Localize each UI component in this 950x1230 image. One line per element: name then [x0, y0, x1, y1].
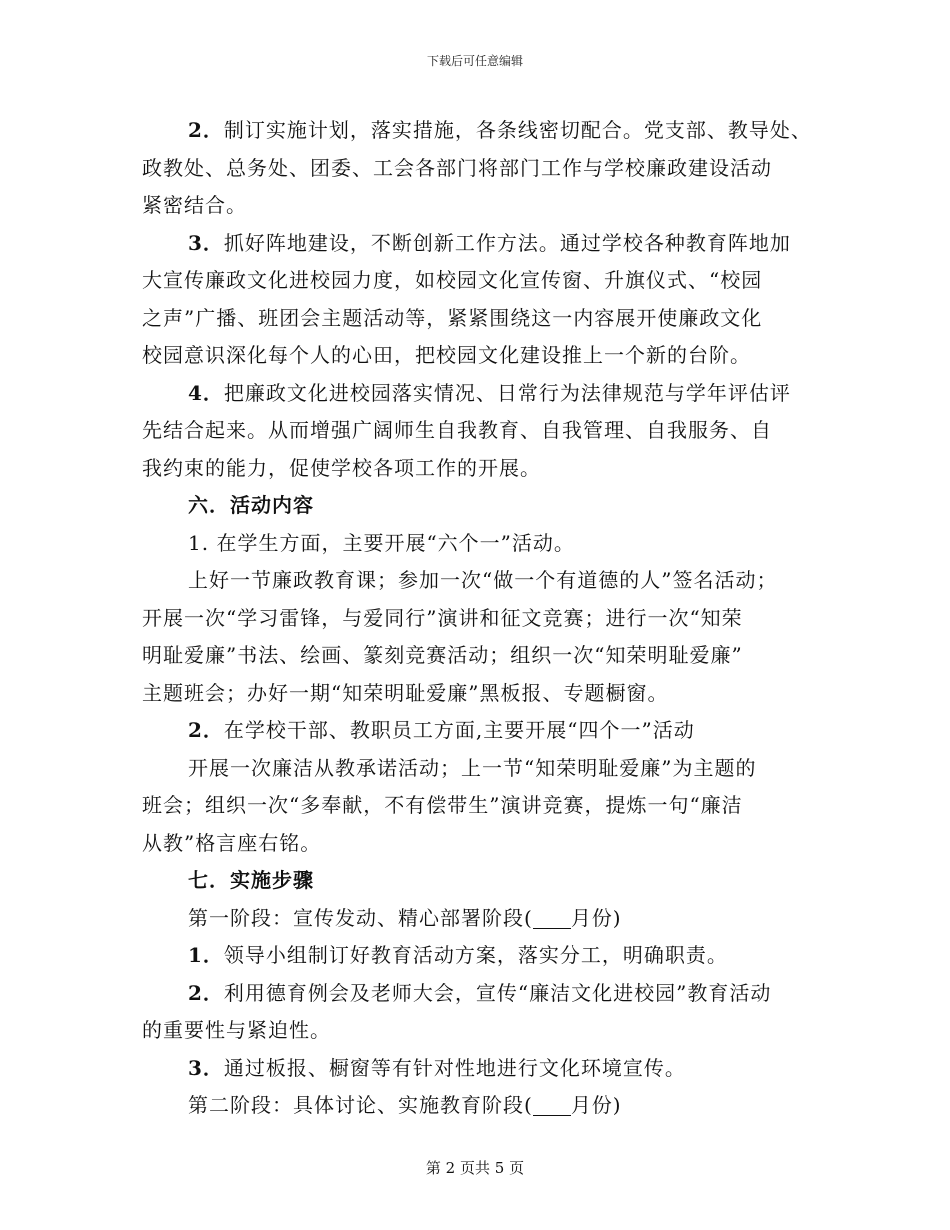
text-line: 开展一次“学习雷锋，与爱同行”演讲和征文竞赛；进行一次“知荣	[142, 605, 743, 630]
paragraph-2	[142, 112, 832, 225]
section-heading-6: 六．活动内容	[188, 493, 314, 517]
document-body	[142, 112, 832, 1125]
paragraph-staff-activities	[142, 750, 832, 863]
text-span: 在学校干部、教职员工方面,主要开展“四个一”活动	[223, 718, 695, 742]
stage-2-heading	[142, 1087, 832, 1125]
text-line: 校园意识深化每个人的心田，把校园文化建设推上一个新的台阶。	[142, 343, 751, 367]
text-line	[142, 975, 832, 1013]
text-span: 利用德育例会及老师大会，宣传“廉洁文化进校园”教育活动	[223, 980, 772, 1005]
text-line: 开展一次廉洁从教承诺活动；上一节“知荣明耻爱廉”为主题的	[188, 755, 757, 780]
item-number: 2．	[188, 980, 224, 1005]
subsection-staff	[142, 712, 832, 750]
section-heading-7: 七．实施步骤	[188, 868, 314, 892]
page-header: 下载后可任意编辑	[426, 54, 523, 68]
item-number: 2．	[188, 118, 224, 142]
text-span: 第二阶段：具体讨论、实施教育阶段(	[188, 1093, 533, 1117]
text-line	[142, 375, 832, 413]
text-span: 第一阶段：宣传发动、精心部署阶段(	[188, 905, 533, 930]
text-line: 我约束的能力，促使学校各项工作的开展。	[142, 455, 541, 480]
blank-underline	[533, 1114, 571, 1116]
text-line: 班会；组织一次“多奉献，不有偿带生”演讲竞赛，提炼一句“廉洁	[142, 793, 743, 817]
text-line: 大宣传廉政文化进校园力度，如校园文化宣传窗、升旗仪式、“校园	[142, 268, 763, 292]
step-3	[142, 1050, 832, 1088]
text-span: 制订实施计划，落实措施，各条线密切配合。党支部、教导处、	[223, 118, 812, 142]
text-line: 之声”广播、班团会主题活动等，紧紧围绕这一内容展开使廉政文化	[142, 305, 763, 330]
paragraph-3	[142, 225, 832, 375]
blank-underline	[533, 927, 571, 929]
item-number: 1．	[188, 943, 224, 967]
text-span: 抓好阵地建设，不断创新工作方法。通过学校各种教育阵地加	[223, 230, 791, 255]
text-line: 的重要性与紧迫性。	[142, 1018, 331, 1042]
subsection-students: 1. 在学生方面，主要开展“六个一”活动。	[188, 530, 575, 555]
item-number: 3．	[188, 1055, 224, 1080]
text-span: 月份)	[570, 1093, 622, 1117]
page-footer: 第 2 页共 5 页	[425, 1159, 525, 1177]
text-line: 政教处、总务处、团委、工会各部门将部门工作与学校廉政建设活动	[142, 155, 772, 180]
text-line: 先结合起来。从而增强广阔师生自我教育、自我管理、自我服务、自	[142, 418, 772, 442]
item-number: 4．	[188, 380, 224, 405]
stage-1-heading	[142, 900, 832, 938]
paragraph-students-activities	[142, 562, 832, 712]
item-number: 2．	[188, 718, 224, 742]
paragraph-4	[142, 375, 832, 488]
text-line	[142, 225, 832, 263]
text-line: 紧密结合。	[142, 193, 247, 217]
item-number: 3．	[188, 230, 224, 255]
step-1	[142, 937, 832, 975]
text-line	[142, 112, 832, 150]
text-span: 领导小组制订好教育活动方案，落实分工，明确职责。	[223, 943, 728, 967]
text-span: 月份)	[570, 905, 622, 930]
step-2	[142, 975, 832, 1050]
text-span: 通过板报、橱窗等有针对性地进行文化环境宣传。	[223, 1055, 686, 1080]
text-line: 从教”格言座右铭。	[142, 830, 322, 855]
text-line: 主题班会；办好一期“知荣明耻爱廉”黑板报、专题橱窗。	[142, 680, 669, 705]
text-line: 明耻爱廉”书法、绘画、篆刻竞赛活动；组织一次“知荣明耻爱廉”	[142, 643, 743, 667]
text-line: 上好一节廉政教育课；参加一次“做一个有道德的人”签名活动；	[188, 568, 778, 592]
text-span: 把廉政文化进校园落实情况、日常行为法律规范与学年评估评	[223, 380, 791, 405]
